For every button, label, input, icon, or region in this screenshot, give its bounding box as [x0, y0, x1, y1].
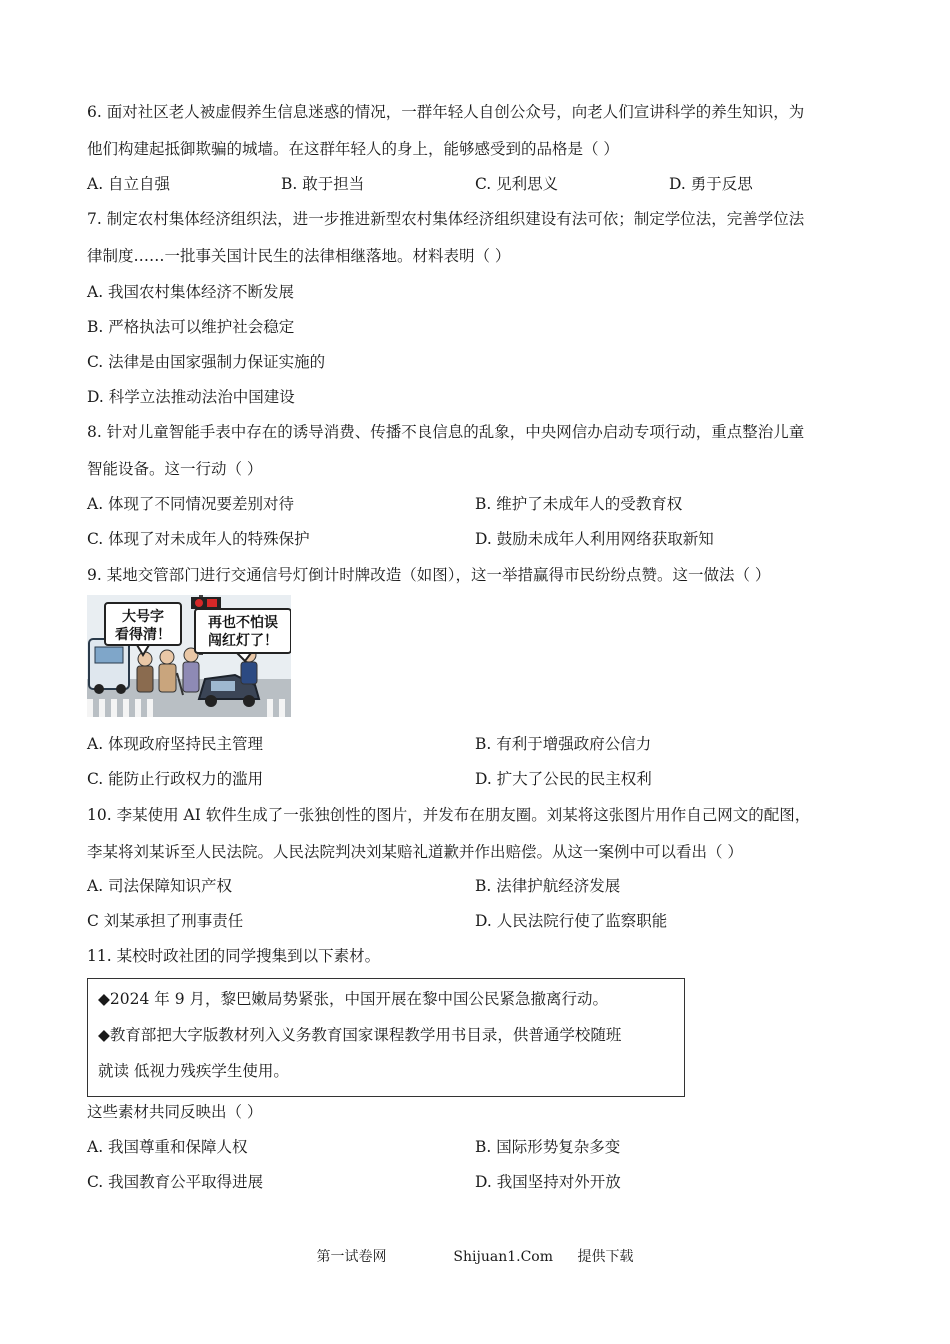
q6-option-d[interactable]: D. 勇于反思: [669, 175, 753, 193]
q10-stem-line2: 李某将刘某诉至人民法院。人民法院判决刘某赔礼道歉并作出赔偿。从这一案例中可以看出（ ）: [87, 843, 743, 861]
q8-stem-line1: 8. 针对儿童智能手表中存在的诱导消费、传播不良信息的乱象，中央网信办启动专项行动，重点整治儿童: [87, 423, 805, 441]
q8-option-d[interactable]: D. 鼓励未成年人利用网络获取新知: [475, 530, 714, 548]
q9-bubble-left-line2: 看得清！: [115, 627, 171, 643]
q11-option-a[interactable]: A. 我国尊重和保障人权: [87, 1138, 248, 1156]
q7-option-b[interactable]: B. 严格执法可以维护社会稳定: [87, 318, 295, 336]
q10-stem-line1: 10. 李某使用 AI 软件生成了一张独创性的图片，并发布在朋友圈。刘某将这张图片用作自己网文的配图，: [87, 806, 811, 824]
q6-option-c[interactable]: C. 见利思义: [475, 175, 559, 193]
q7-option-d[interactable]: D. 科学立法推动法治中国建设: [87, 388, 295, 406]
q11-stem-line1: 11. 某校时政社团的同学搜集到以下素材。: [87, 947, 381, 965]
q6-stem-line1: 6. 面对社区老人被虚假养生信息迷惑的情况，一群年轻人自创公众号，向老人们宣讲科学的养生知识，为: [87, 103, 805, 121]
q11-stem-line2: 这些素材共同反映出（ ）: [87, 1103, 263, 1121]
q11-option-b[interactable]: B. 国际形势复杂多变: [475, 1138, 621, 1156]
q9-option-b[interactable]: B. 有利于增强政府公信力: [475, 735, 652, 753]
q8-option-a[interactable]: A. 体现了不同情况要差别对待: [87, 495, 295, 513]
q9-option-a[interactable]: A. 体现政府坚持民主管理: [87, 735, 264, 753]
q6-stem-line2: 他们构建起抵御欺骗的城墙。在这群年轻人的身上，能够感受到的品格是（ ）: [87, 140, 619, 158]
q7-stem-line2: 律制度……一批事关国计民生的法律相继落地。材料表明（ ）: [87, 247, 511, 265]
q11-option-c[interactable]: C. 我国教育公平取得进展: [87, 1173, 264, 1191]
q8-option-c[interactable]: C. 体现了对未成年人的特殊保护: [87, 530, 310, 548]
q7-option-c[interactable]: C. 法律是由国家强制力保证实施的: [87, 353, 326, 371]
q9-bubble-right-line2: 闯红灯了！: [208, 633, 278, 649]
q11-material-item2: ◆教育部把大字版教材列入义务教育国家课程教学用书目录，供普通学校随班: [98, 1026, 622, 1044]
q10-option-d[interactable]: D. 人民法院行使了监察职能: [475, 912, 668, 930]
q10-option-c[interactable]: C 刘某承担了刑事责任: [87, 912, 244, 930]
q9-cartoon-figure: [87, 595, 291, 717]
q9-option-d[interactable]: D. 扩大了公民的民主权利: [475, 770, 652, 788]
q7-stem-line1: 7. 制定农村集体经济组织法，进一步推进新型农村集体经济组织建设有法可依；制定学位法，完善学位法: [87, 210, 805, 228]
q9-option-c[interactable]: C. 能防止行政权力的滥用: [87, 770, 264, 788]
q8-stem-line2: 智能设备。这一行动（ ）: [87, 460, 263, 478]
q6-option-a[interactable]: A. 自立自强: [87, 175, 171, 193]
q9-stem-line1: 9. 某地交管部门进行交通信号灯倒计时牌改造（如图），这一举措赢得市民纷纷点赞。这一做法（ ）: [87, 566, 771, 584]
q8-option-b[interactable]: B. 维护了未成年人的受教育权: [475, 495, 683, 513]
q11-material-item1: ◆2024 年 9 月，黎巴嫩局势紧张，中国开展在黎中国公民紧急撤离行动。: [98, 990, 609, 1008]
q11-material-item2-cont: 就读 低视力残疾学生使用。: [98, 1062, 289, 1080]
q11-option-d[interactable]: D. 我国坚持对外开放: [475, 1173, 621, 1191]
footer-site-url[interactable]: Shijuan1.Com: [453, 1249, 554, 1265]
q11-material-box: [87, 978, 685, 1097]
q7-option-a[interactable]: A. 我国农村集体经济不断发展: [87, 283, 295, 301]
q10-option-b[interactable]: B. 法律护航经济发展: [475, 877, 621, 895]
q6-option-b[interactable]: B. 敢于担当: [281, 175, 365, 193]
footer-site-name: 第一试卷网: [316, 1249, 387, 1265]
footer-download-text: 提供下载: [577, 1249, 634, 1265]
q9-bubble-right-line1: 再也不怕误: [208, 615, 278, 631]
q9-bubble-left-line1: 大号字: [122, 609, 164, 625]
page-footer: [0, 1246, 950, 1266]
q10-option-a[interactable]: A. 司法保障知识产权: [87, 877, 233, 895]
